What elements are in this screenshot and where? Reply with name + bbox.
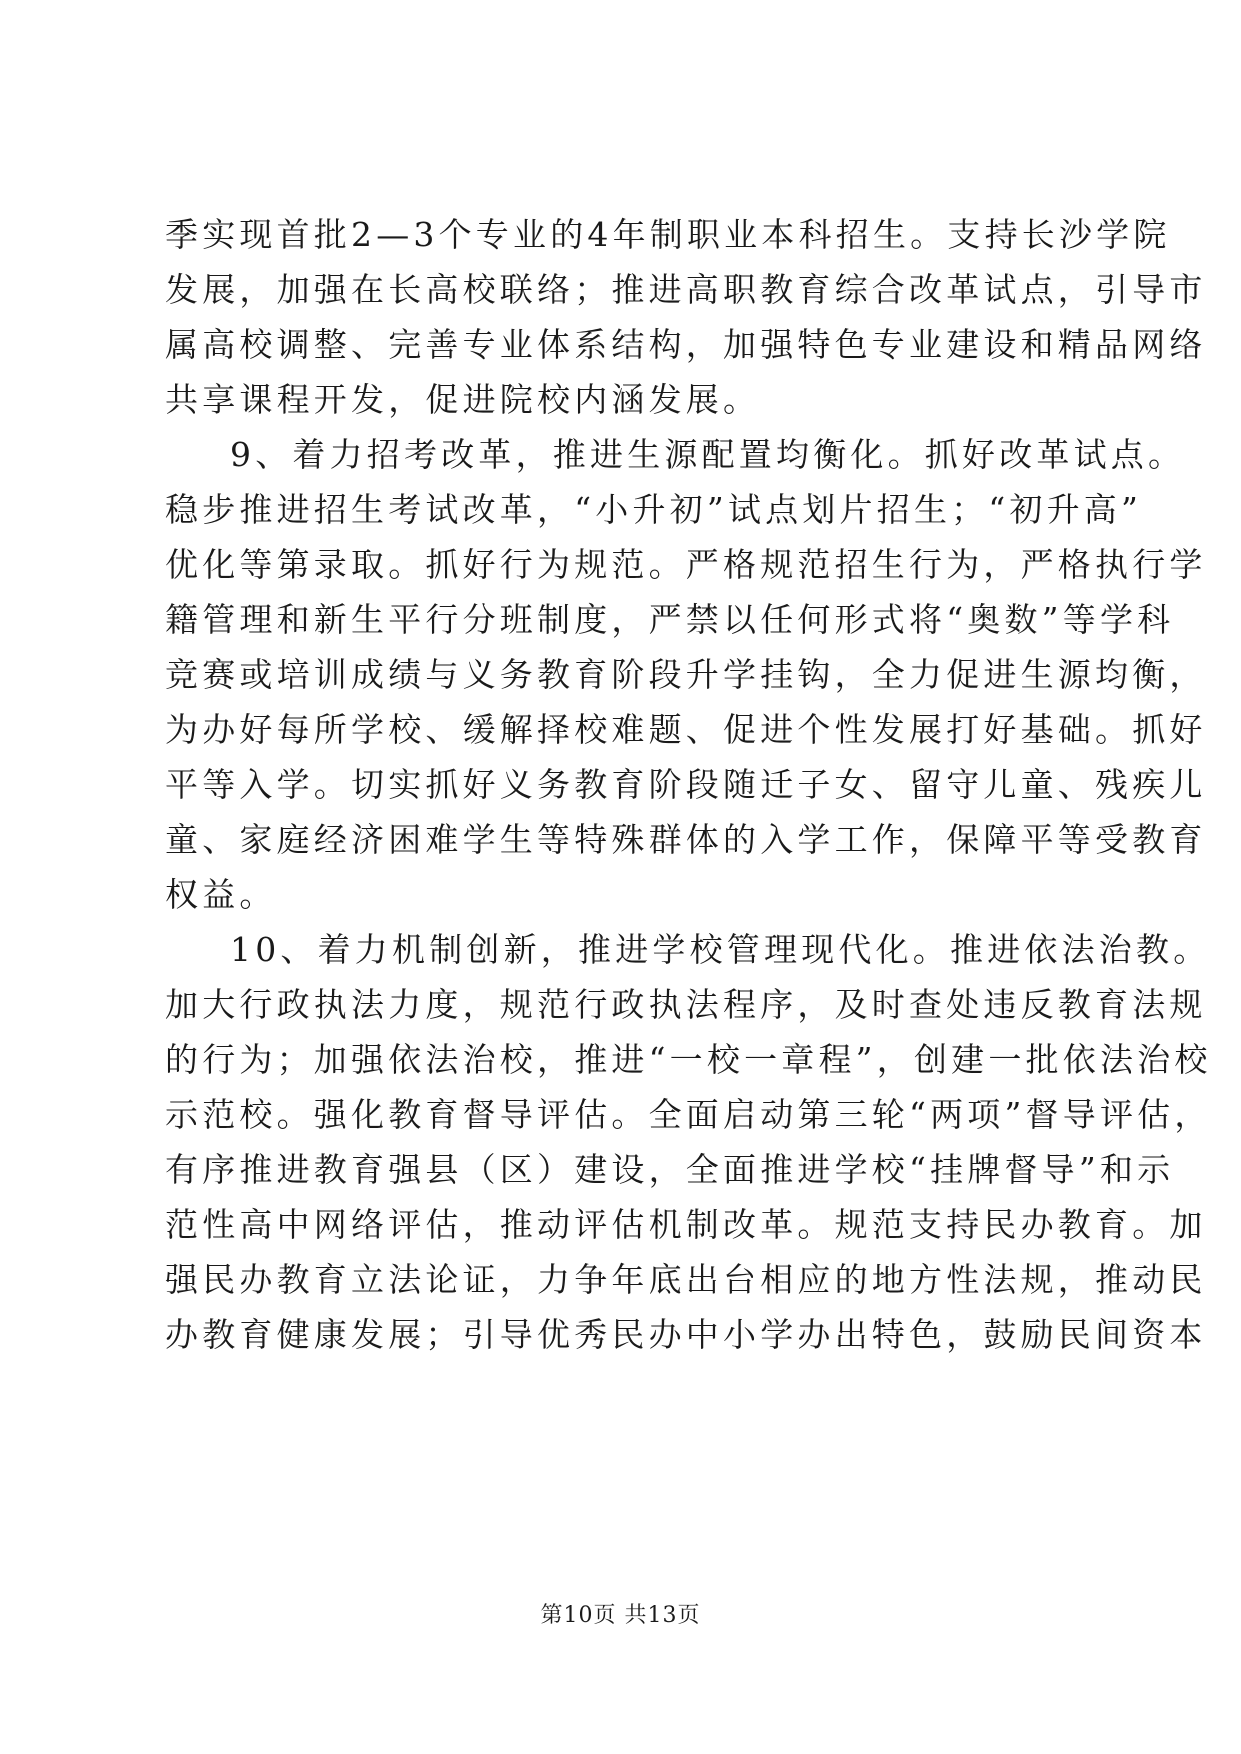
text-line: 属高校调整、完善专业体系结构，加强特色专业建设和精品网络 <box>165 325 1207 364</box>
text-line: 加大行政执法力度，规范行政执法程序，及时查处违反教育法规 <box>165 985 1207 1024</box>
text-line: 的行为；加强依法治校，推进“一校一章程”，创建一批依法治校 <box>165 1040 1212 1079</box>
text-line: 为办好每所学校、缓解择校难题、促进个性发展打好基础。抓好 <box>165 710 1207 749</box>
text-line: 共享课程开发，促进院校内涵发展。 <box>165 380 761 419</box>
text-line: 季实现首批2—3个专业的4年制职业本科招生。支持长沙学院 <box>165 215 1171 254</box>
text-line: 优化等第录取。抓好行为规范。严格规范招生行为，严格执行学 <box>165 545 1207 584</box>
text-line: 强民办教育立法论证，力争年底出台相应的地方性法规，推动民 <box>165 1260 1207 1299</box>
text-line: 范性高中网络评估，推动评估机制改革。规范支持民办教育。加 <box>165 1205 1207 1244</box>
text-line: 童、家庭经济困难学生等特殊群体的入学工作，保障平等受教育 <box>165 820 1207 859</box>
text-line: 平等入学。切实抓好义务教育阶段随迁子女、留守儿童、残疾儿 <box>165 765 1207 804</box>
text-line: 办教育健康发展；引导优秀民办中小学办出特色，鼓励民间资本 <box>165 1315 1207 1354</box>
paragraph-start-line: 10、着力机制创新，推进学校管理现代化。推进依法治教。 <box>230 930 1211 969</box>
text-line: 有序推进教育强县（区）建设，全面推进学校“挂牌督导”和示 <box>165 1150 1175 1189</box>
page-number-footer: 第10页 共13页 <box>540 1603 701 1628</box>
text-line: 权益。 <box>165 875 277 914</box>
text-line: 发展，加强在长高校联络；推进高职教育综合改革试点，引导市 <box>165 270 1207 309</box>
text-line: 示范校。强化教育督导评估。全面启动第三轮“两项”督导评估， <box>165 1095 1212 1134</box>
text-line: 稳步推进招生考试改革，“小升初”试点划片招生；“初升高” <box>165 490 1143 529</box>
text-line: 竞赛或培训成绩与义务教育阶段升学挂钩，全力促进生源均衡， <box>165 655 1207 694</box>
text-line: 籍管理和新生平行分班制度，严禁以任何形式将“奥数”等学科 <box>165 600 1175 639</box>
paragraph-start-line: 9、着力招考改革，推进生源配置均衡化。抓好改革试点。 <box>230 435 1186 474</box>
